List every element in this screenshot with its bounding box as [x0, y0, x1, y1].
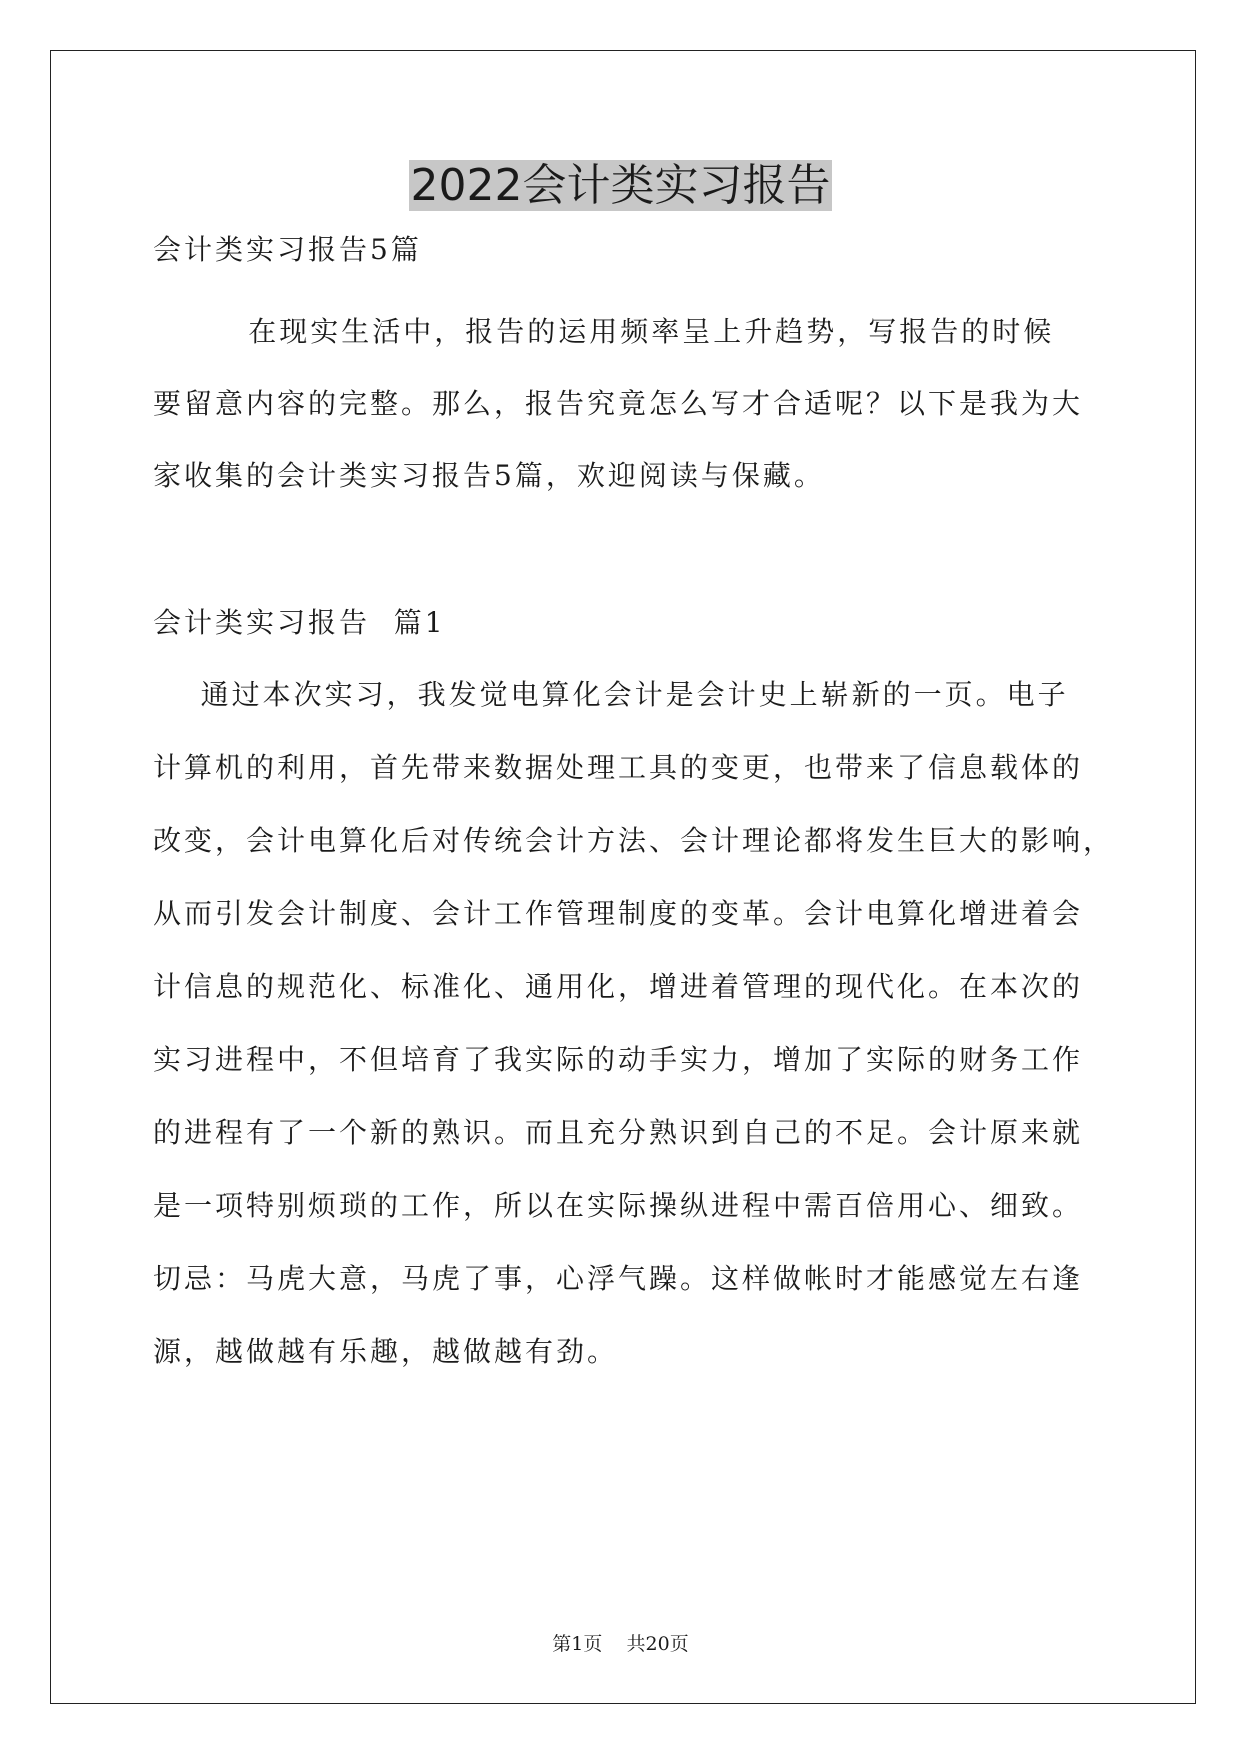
body-line: 通过本次实习，我发觉电算化会计是会计史上崭新的一页。电子 — [153, 678, 1069, 711]
body-line: 是一项特别烦琐的工作，所以在实际操纵进程中需百倍用心、细致。 — [153, 1189, 1084, 1222]
body-line: 改变，会计电算化后对传统会计方法、会计理论都将发生巨大的影响， — [153, 824, 1115, 857]
document-subtitle: 会计类实习报告5篇 — [153, 233, 422, 266]
body-line: 切忌：马虎大意，马虎了事，心浮气躁。这样做帐时才能感觉左右逢 — [153, 1262, 1084, 1295]
body-line: 的进程有了一个新的熟识。而且充分熟识到自己的不足。会计原来就 — [153, 1116, 1084, 1149]
document-title-text: 2022会计类实习报告 — [410, 160, 831, 211]
body-line: 计信息的规范化、标准化、通用化，增进着管理的现代化。在本次的 — [153, 970, 1084, 1003]
body-line: 计算机的利用，首先带来数据处理工具的变更，也带来了信息载体的 — [153, 751, 1084, 784]
page-number-footer: 第1页 共20页 — [552, 1633, 689, 1655]
body-line: 从而引发会计制度、会计工作管理制度的变革。会计电算化增进着会 — [153, 897, 1084, 930]
body-line: 实习进程中，不但培育了我实际的动手实力，增加了实际的财务工作 — [153, 1043, 1084, 1076]
page-border — [50, 50, 1196, 1704]
body-line: 源，越做越有乐趣，越做越有劲。 — [153, 1335, 619, 1368]
intro-line: 要留意内容的完整。那么，报告究竟怎么写才合适呢？以下是我为大 — [153, 387, 1084, 420]
section-heading: 会计类实习报告 篇1 — [153, 606, 446, 639]
intro-line: 家收集的会计类实习报告5篇，欢迎阅读与保藏。 — [153, 459, 825, 492]
intro-line: 在现实生活中，报告的运用频率呈上升趋势，写报告的时候 — [153, 315, 1055, 348]
document-title — [0, 158, 1241, 214]
